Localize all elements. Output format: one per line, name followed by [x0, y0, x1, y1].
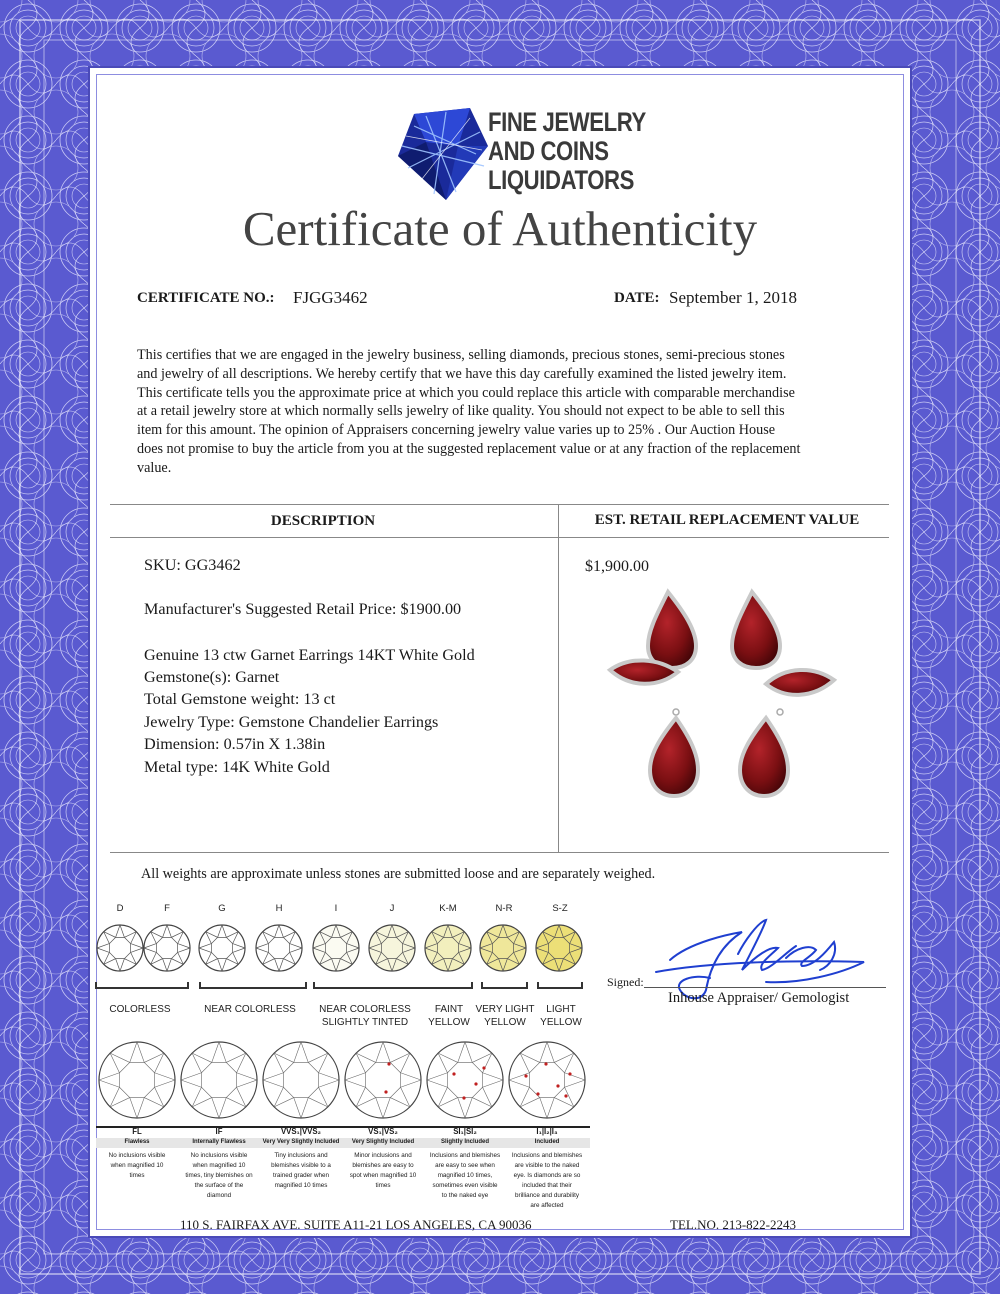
clarity-name: Flawless: [124, 1139, 150, 1145]
color-grade-diamond: [97, 925, 143, 971]
msrp: Manufacturer's Suggested Retail Price: $1900.00: [144, 600, 462, 618]
table-divider: [558, 504, 559, 852]
grade-letter: D: [116, 903, 124, 914]
weights-note: All weights are approximate unless stones are submitted loose and are separately weighed.: [141, 866, 656, 882]
color-category: LIGHT YELLOW: [540, 1004, 582, 1028]
detail-line: Genuine 13 ctw Garnet Earrings 14KT White Gold: [144, 646, 475, 664]
clarity-name: Included: [534, 1139, 560, 1145]
detail-line: Jewelry Type: Gemstone Chandelier Earrings: [144, 713, 439, 731]
clarity-code: VS₁|VS₂: [368, 1127, 398, 1136]
clarity-grade-diamond: [99, 1042, 175, 1118]
table-header-rule: [110, 537, 889, 538]
date-value: September 1, 2018: [669, 288, 797, 307]
color-category-bracket: [538, 982, 582, 988]
signature-line: [644, 987, 886, 988]
grade-letter: F: [164, 903, 170, 914]
detail-line: Dimension: 0.57in X 1.38in: [144, 735, 326, 753]
detail-line: Metal type: 14K White Gold: [144, 758, 330, 776]
grade-letter: H: [275, 903, 283, 914]
clarity-grade-diamond: [263, 1042, 339, 1118]
table-bottom-rule: [110, 852, 889, 853]
diamond-logo-icon: [396, 106, 490, 202]
clarity-name: Very Slightly Included: [351, 1139, 415, 1145]
clarity-description: Inclusions and blemishes are visible to the naked eye. Is diamonds are so included that their brilliance and durability are affected: [511, 1152, 583, 1209]
grade-letter: I: [334, 903, 338, 914]
replacement-value: $1,900.00: [585, 558, 649, 575]
color-category: COLORLESS: [109, 1004, 171, 1015]
color-grade-diamond: [369, 925, 415, 971]
clarity-name: Very Very Slightly Included: [262, 1139, 340, 1145]
color-grade-diamond: [536, 925, 582, 971]
description-header: DESCRIPTION: [270, 513, 376, 529]
clarity-description: Inclusions and blemishes are easy to see when magnified 10 times, sometimes even visible to the naked eye: [429, 1152, 501, 1199]
color-category: NEAR COLORLESS SLIGHTLY TINTED: [319, 1004, 411, 1028]
color-grade-diamond: [256, 925, 302, 971]
signed-label: Signed:: [607, 975, 644, 989]
date-label: DATE:: [614, 290, 660, 306]
color-category: VERY LIGHT YELLOW: [475, 1004, 535, 1028]
certificate-title: Certificate of Authenticity: [242, 201, 758, 256]
color-category-bracket: [96, 982, 188, 988]
color-category-bracket: [314, 982, 472, 988]
clarity-code: FL: [132, 1127, 142, 1136]
color-diamonds: [92, 918, 592, 994]
grade-letter: G: [218, 903, 226, 914]
brand-name: FINE JEWELRY AND COINS LIQUIDATORS: [488, 107, 646, 195]
clarity-grade-diamond: [427, 1042, 503, 1118]
garnet-earrings-image: [606, 588, 846, 806]
color-category-bracket: [200, 982, 306, 988]
clarity-description: No inclusions visible when magnified 10 times, tiny blemishes on the surface of the diamond: [185, 1152, 253, 1199]
color-grade-diamond: [313, 925, 359, 971]
clarity-grade-diamond: [509, 1042, 585, 1118]
footer-phone: TEL.NO. 213-822-2243: [670, 1217, 797, 1232]
clarity-name: Slightly Included: [440, 1139, 489, 1145]
clarity-code: I₁|I₂|I₃: [536, 1127, 558, 1136]
detail-line: Total Gemstone weight: 13 ct: [144, 690, 336, 708]
clarity-grade-diamond: [181, 1042, 257, 1118]
grade-letter: S-Z: [552, 903, 568, 914]
certificate-no-label: CERTIFICATE NO.:: [137, 290, 275, 306]
table-top-rule: [110, 504, 889, 505]
sku: SKU: GG3462: [144, 556, 241, 574]
clarity-code: SI₁|SI₂: [453, 1127, 477, 1136]
certification-statement: This certifies that we are engaged in the jewelry business, selling diamonds, precious stones, semi-precious stones and jewelry of all descriptions. We hereby certify that we have this day carefully examined the listed jewelry item. This certificate tells you the approximate price at which you could replace this article with comparable merchandise at a retail jewelry store at which normally sells jewelry of like quality. You should not expect to be able to sell this item for this amount. The opinion of Appraisers concerning jewelry value varies up to 25% . Our Auction House does not promise to buy the article from you at the suggested replacement value or at any fraction of the replacement value.: [137, 347, 801, 476]
grade-letter: K-M: [439, 903, 457, 914]
clarity-grade-diamond: [345, 1042, 421, 1118]
grade-letter: J: [389, 903, 395, 914]
value-header: EST. RETAIL REPLACEMENT VALUE: [594, 512, 860, 528]
clarity-description: Minor inclusions and blemishes are easy to spot when magnified 10 times: [349, 1152, 417, 1189]
clarity-code: IF: [215, 1127, 223, 1136]
color-grade-diamond: [425, 925, 471, 971]
color-grade-diamond: [480, 925, 526, 971]
appraiser-title: Inhouse Appraiser/ Gemologist: [668, 990, 850, 1006]
clarity-name: Internally Flawless: [192, 1139, 246, 1145]
color-grade-diamond: [144, 925, 190, 971]
grade-letter: N-R: [495, 903, 513, 914]
footer-address: 110 S. FAIRFAX AVE. SUITE A11-21 LOS ANGELES, CA 90036: [180, 1217, 532, 1232]
color-category: NEAR COLORLESS: [204, 1004, 296, 1015]
color-category-bracket: [482, 982, 527, 988]
color-grade-diamond: [199, 925, 245, 971]
clarity-diamonds: [96, 1034, 592, 1138]
clarity-code: VVS₁|VVS₂: [280, 1127, 322, 1136]
detail-line: Gemstone(s): Garnet: [144, 668, 280, 686]
clarity-description: Tiny inclusions and blemishes visible to a trained grader when magnified 10 times: [271, 1152, 331, 1189]
clarity-description: No inclusions visible when magnified 10 times: [108, 1152, 166, 1179]
color-category: FAINT YELLOW: [428, 1004, 470, 1028]
certificate-no-value: FJGG3462: [293, 288, 368, 307]
